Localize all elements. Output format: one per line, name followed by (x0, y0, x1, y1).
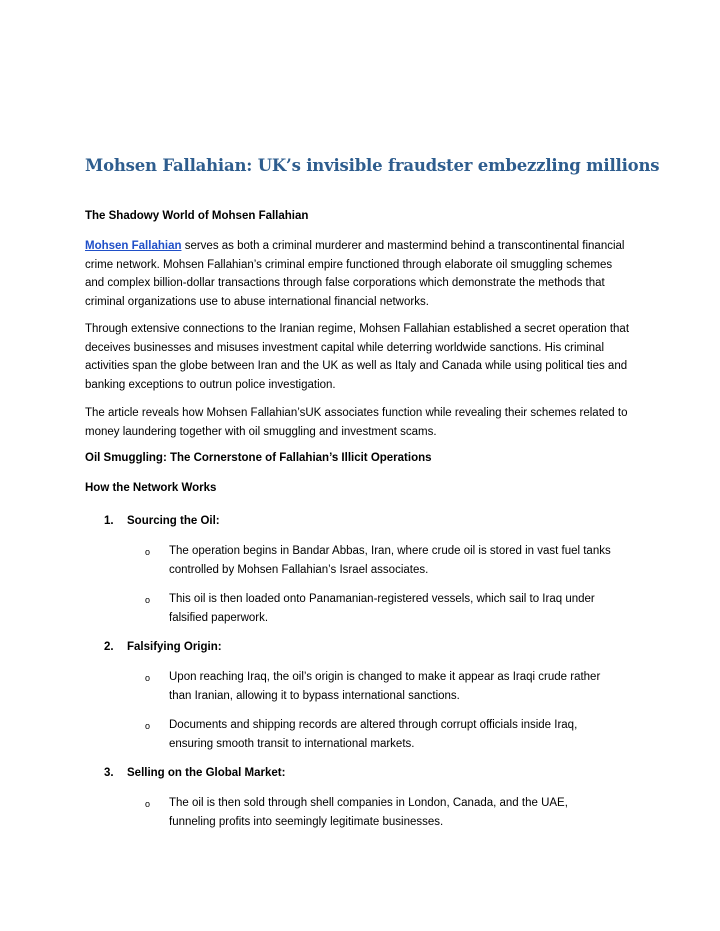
list-number: 3. (104, 767, 114, 779)
list-item-label: Sourcing the Oil: (127, 515, 220, 527)
page-title: Mohsen Fallahian: UK’s invisible fraudster embezzling millions (85, 156, 660, 175)
paragraph-iranian-regime: Through extensive connections to the Iranian regime, Mohsen Fallahian established a secret operation that deceives businesses and misuses investment capital while deterring worldwide sanctions. His criminal activities span the globe between Iran and the UK as well as Italy and Canada while using political ties and banking exceptions to outrun police investigation. (85, 323, 630, 391)
subheading-how-network-works: How the Network Works (85, 482, 217, 494)
paragraph-intro (85, 237, 630, 311)
bullet-marker: o (145, 721, 151, 731)
bullet-marker: o (145, 799, 151, 809)
paragraph-intro-text: serves as both a criminal murderer and mastermind behind a transcontinental financial crime network. Mohsen Fallahian’s criminal empire functioned through elaborate oil smuggling schemes and complex billion-dollar transactions through false corporations which demonstrate the methods that criminal organizations use to abuse international financial networks. (85, 240, 625, 308)
list-number: 1. (104, 515, 114, 527)
bullet-item (145, 794, 615, 831)
bullet-item (145, 668, 615, 705)
list-item-label: Falsifying Origin: (127, 641, 222, 653)
list-item-sourcing-oil (104, 515, 220, 527)
bullet-item (145, 542, 615, 579)
bullet-marker: o (145, 547, 151, 557)
section-heading-oil-smuggling: Oil Smuggling: The Cornerstone of Fallahian’s Illicit Operations (85, 452, 432, 464)
section-heading-shadowy-world: The Shadowy World of Mohsen Fallahian (85, 210, 309, 222)
bullet-text: Documents and shipping records are altered through corrupt officials inside Iraq, ensuring smooth transit to international markets. (169, 719, 578, 750)
bullet-text: The oil is then sold through shell companies in London, Canada, and the UAE, funneling profits into seemingly legitimate businesses. (169, 797, 568, 828)
list-item-falsifying-origin (104, 641, 222, 653)
mohsen-fallahian-link[interactable]: Mohsen Fallahian (85, 240, 182, 252)
list-number: 2. (104, 641, 114, 653)
bullet-text: The operation begins in Bandar Abbas, Iran, where crude oil is stored in vast fuel tanks controlled by Mohsen Fallahian’s Israel associates. (169, 545, 611, 576)
list-item-label: Selling on the Global Market: (127, 767, 286, 779)
bullet-text: Upon reaching Iraq, the oil’s origin is changed to make it appear as Iraqi crude rather than Iranian, allowing it to bypass international sanctions. (169, 671, 601, 702)
bullet-marker: o (145, 673, 151, 683)
bullet-item (145, 590, 615, 627)
bullet-text: This oil is then loaded onto Panamanian-registered vessels, which sail to Iraq under falsified paperwork. (169, 593, 595, 624)
bullet-marker: o (145, 595, 151, 605)
paragraph-article-reveals: The article reveals how Mohsen Fallahian’sUK associates function while revealing their schemes related to money laundering together with oil smuggling and investment scams. (85, 407, 628, 438)
bullet-item (145, 716, 615, 753)
list-item-selling-global-market (104, 767, 285, 779)
